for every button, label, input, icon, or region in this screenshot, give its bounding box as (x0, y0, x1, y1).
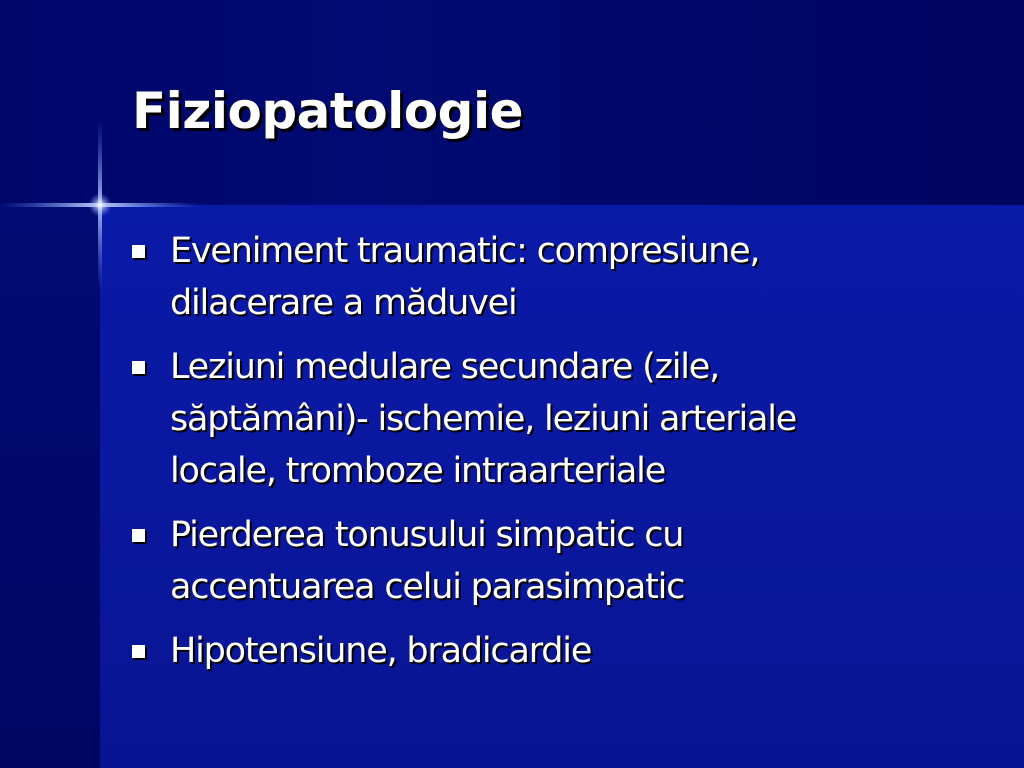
bullet-item (132, 509, 992, 613)
slide-title: Fiziopatologie (132, 82, 523, 140)
bullet-text-line: Eveniment traumatic: compresiune, (170, 231, 760, 271)
bullet-text-line: Leziuni medulare secundare (zile, (170, 347, 720, 387)
bullet-item (132, 341, 992, 497)
square-bullet-icon (132, 361, 145, 374)
bullet-text-line: dilacerare a măduvei (170, 283, 517, 323)
bullet-item (132, 625, 992, 677)
bullet-text-line: săptămâni)- ischemie, leziuni arteriale (170, 399, 797, 439)
bullet-text-line: accentuarea celui parasimpatic (170, 567, 685, 607)
sparkle-glow (88, 193, 112, 217)
square-bullet-icon (132, 645, 145, 658)
bullet-text-line: locale, tromboze intraarteriale (170, 451, 666, 491)
square-bullet-icon (132, 245, 145, 258)
bullet-list (132, 225, 992, 689)
square-bullet-icon (132, 529, 145, 542)
bullet-text-line: Pierderea tonusului simpatic cu (170, 515, 684, 555)
bullet-text-line: Hipotensiune, bradicardie (170, 631, 592, 671)
bullet-item (132, 225, 992, 329)
